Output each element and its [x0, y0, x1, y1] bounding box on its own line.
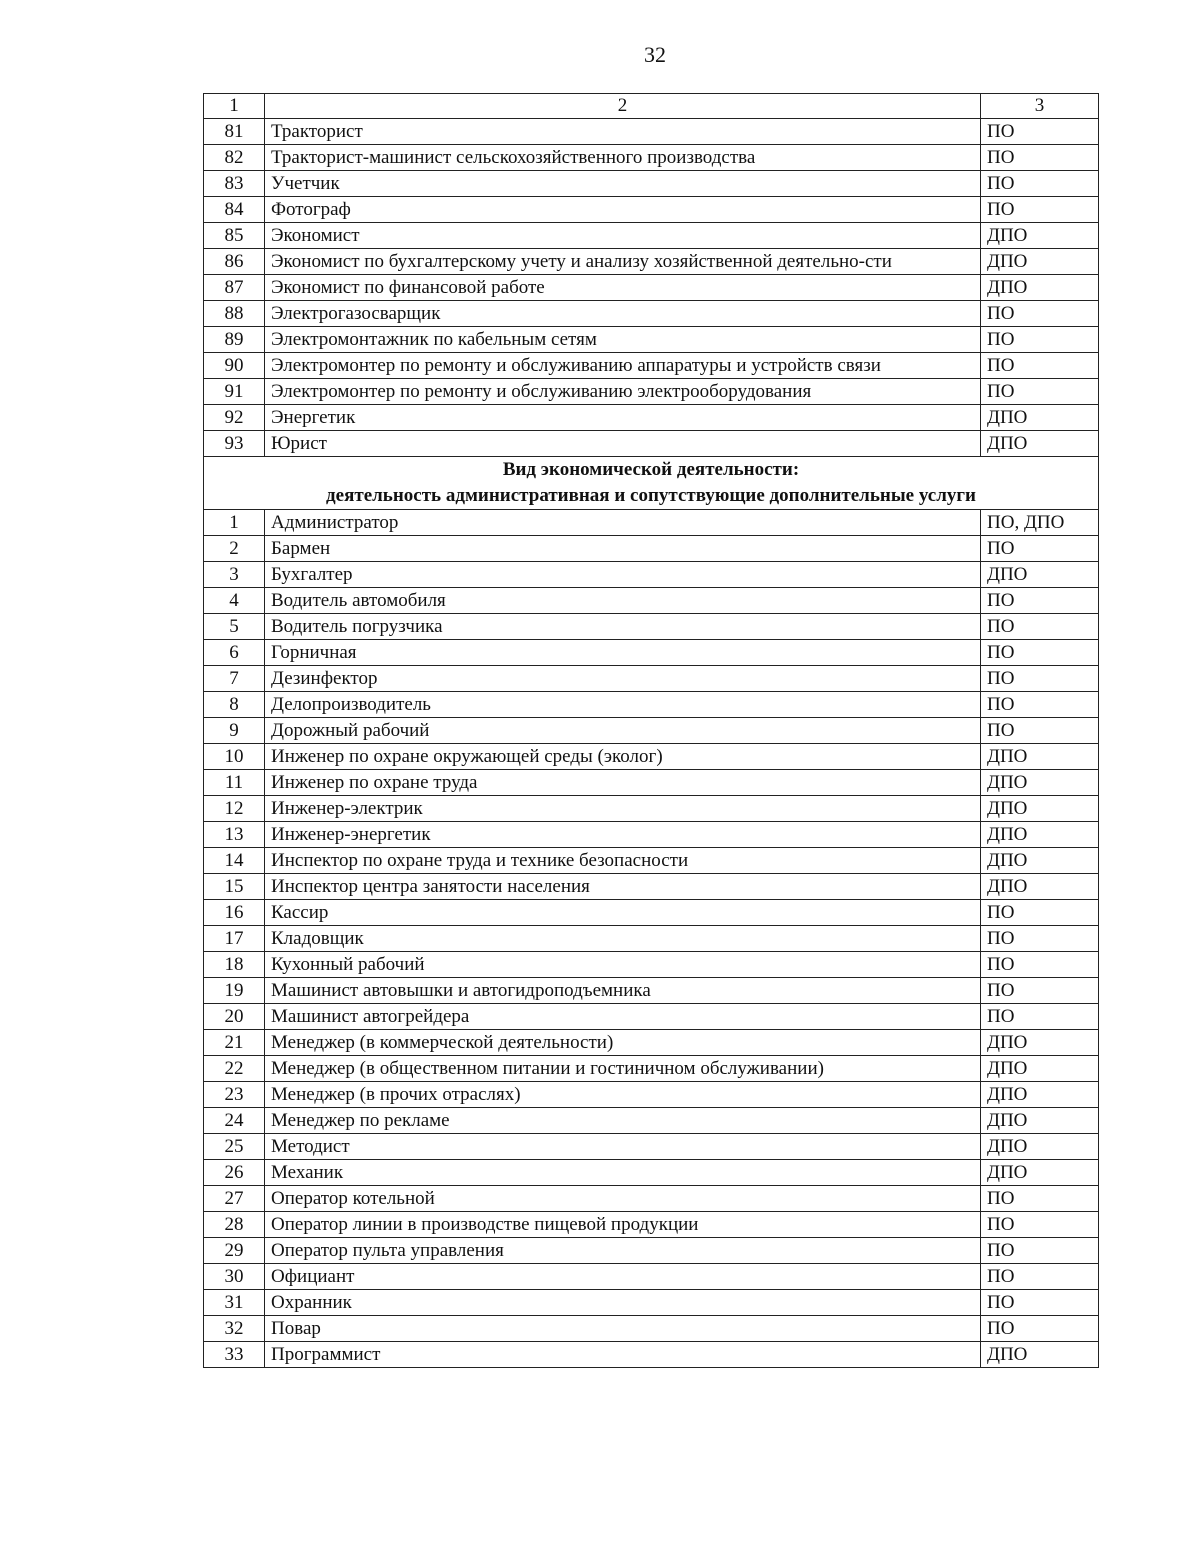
table-row [204, 223, 1099, 249]
table-row [204, 1342, 1099, 1368]
column-header-education-type: 3 [981, 94, 1099, 119]
education-type: ДПО [981, 1030, 1099, 1056]
profession-name: Машинист автогрейдера [265, 1004, 981, 1030]
education-type: ПО [981, 1004, 1099, 1030]
education-type: ПО [981, 379, 1099, 405]
profession-name: Методист [265, 1134, 981, 1160]
education-type: ДПО [981, 562, 1099, 588]
row-number: 3 [204, 562, 265, 588]
table-row [204, 275, 1099, 301]
education-type: ПО [981, 614, 1099, 640]
table-row [204, 1212, 1099, 1238]
row-number: 23 [204, 1082, 265, 1108]
education-type: ПО [981, 1316, 1099, 1342]
education-type: ДПО [981, 848, 1099, 874]
table-row [204, 353, 1099, 379]
row-number: 29 [204, 1238, 265, 1264]
row-number: 88 [204, 301, 265, 327]
profession-name: Программист [265, 1342, 981, 1368]
education-type: ПО [981, 666, 1099, 692]
row-number: 6 [204, 640, 265, 666]
table-row [204, 588, 1099, 614]
education-type: ПО [981, 692, 1099, 718]
table-body [204, 94, 1099, 1368]
table-row [204, 197, 1099, 223]
education-type: ПО [981, 145, 1099, 171]
row-number: 22 [204, 1056, 265, 1082]
section-heading [204, 457, 1099, 510]
profession-name: Официант [265, 1264, 981, 1290]
row-number: 16 [204, 900, 265, 926]
education-type: ПО [981, 718, 1099, 744]
table-row [204, 848, 1099, 874]
education-type: ДПО [981, 1108, 1099, 1134]
row-number: 33 [204, 1342, 265, 1368]
education-type: ДПО [981, 796, 1099, 822]
row-number: 25 [204, 1134, 265, 1160]
row-number: 85 [204, 223, 265, 249]
table-row [204, 536, 1099, 562]
page-number: 32 [644, 42, 666, 67]
table-row [204, 1264, 1099, 1290]
education-type: ПО [981, 588, 1099, 614]
profession-name: Оператор линии в производстве пищевой продукции [265, 1212, 981, 1238]
education-type: ПО, ДПО [981, 510, 1099, 536]
column-header-profession: 2 [265, 94, 981, 119]
row-number: 30 [204, 1264, 265, 1290]
table-row [204, 249, 1099, 275]
education-type: ДПО [981, 1082, 1099, 1108]
profession-name: Тракторист-машинист сельскохозяйственного производства [265, 145, 981, 171]
profession-name: Инженер по охране труда [265, 770, 981, 796]
table-row [204, 301, 1099, 327]
profession-name: Кладовщик [265, 926, 981, 952]
row-number: 10 [204, 744, 265, 770]
row-number: 18 [204, 952, 265, 978]
table-row [204, 1186, 1099, 1212]
row-number: 7 [204, 666, 265, 692]
profession-name: Фотограф [265, 197, 981, 223]
education-type: ПО [981, 900, 1099, 926]
education-type: ПО [981, 952, 1099, 978]
table-row [204, 640, 1099, 666]
row-number: 26 [204, 1160, 265, 1186]
profession-name: Дезинфектор [265, 666, 981, 692]
table-row [204, 119, 1099, 145]
table-header-row [204, 94, 1099, 119]
profession-name: Бухгалтер [265, 562, 981, 588]
row-number: 31 [204, 1290, 265, 1316]
profession-name: Менеджер (в общественном питании и гостиничном обслуживании) [265, 1056, 981, 1082]
table-row [204, 1238, 1099, 1264]
row-number: 15 [204, 874, 265, 900]
section-heading-line1: Вид экономической деятельности: [502, 459, 800, 480]
table-row [204, 405, 1099, 431]
education-type: ПО [981, 1238, 1099, 1264]
table-row [204, 1108, 1099, 1134]
table-row [204, 145, 1099, 171]
profession-name: Оператор пульта управления [265, 1238, 981, 1264]
table-row [204, 1082, 1099, 1108]
profession-name: Делопроизводитель [265, 692, 981, 718]
row-number: 9 [204, 718, 265, 744]
education-type: ПО [981, 301, 1099, 327]
table-row [204, 718, 1099, 744]
profession-name: Инженер-электрик [265, 796, 981, 822]
table-row [204, 1056, 1099, 1082]
row-number: 12 [204, 796, 265, 822]
row-number: 8 [204, 692, 265, 718]
education-type: ПО [981, 197, 1099, 223]
profession-name: Дорожный рабочий [265, 718, 981, 744]
table-row [204, 666, 1099, 692]
table-row [204, 327, 1099, 353]
education-type: ПО [981, 640, 1099, 666]
row-number: 21 [204, 1030, 265, 1056]
profession-name: Менеджер по рекламе [265, 1108, 981, 1134]
row-number: 89 [204, 327, 265, 353]
education-type: ДПО [981, 223, 1099, 249]
profession-name: Горничная [265, 640, 981, 666]
table-row [204, 171, 1099, 197]
education-type: ПО [981, 978, 1099, 1004]
education-type: ДПО [981, 1134, 1099, 1160]
education-type: ПО [981, 1212, 1099, 1238]
profession-name: Водитель погрузчика [265, 614, 981, 640]
column-header-number: 1 [204, 94, 265, 119]
row-number: 28 [204, 1212, 265, 1238]
row-number: 27 [204, 1186, 265, 1212]
education-type: ДПО [981, 249, 1099, 275]
table-row [204, 978, 1099, 1004]
row-number: 5 [204, 614, 265, 640]
row-number: 83 [204, 171, 265, 197]
table-row [204, 692, 1099, 718]
profession-name: Менеджер (в коммерческой деятельности) [265, 1030, 981, 1056]
education-type: ПО [981, 1264, 1099, 1290]
row-number: 92 [204, 405, 265, 431]
education-type: ДПО [981, 275, 1099, 301]
table-row [204, 1160, 1099, 1186]
table-row [204, 926, 1099, 952]
row-number: 20 [204, 1004, 265, 1030]
profession-name: Бармен [265, 536, 981, 562]
education-type: ПО [981, 119, 1099, 145]
table-row [204, 1030, 1099, 1056]
row-number: 17 [204, 926, 265, 952]
education-type: ДПО [981, 770, 1099, 796]
row-number: 14 [204, 848, 265, 874]
table-row [204, 1004, 1099, 1030]
profession-name: Инженер-энергетик [265, 822, 981, 848]
education-type: ПО [981, 1290, 1099, 1316]
table-row [204, 431, 1099, 457]
education-type: ДПО [981, 1342, 1099, 1368]
education-type: ДПО [981, 1056, 1099, 1082]
profession-name: Электрогазосварщик [265, 301, 981, 327]
profession-name: Повар [265, 1316, 981, 1342]
row-number: 11 [204, 770, 265, 796]
profession-name: Оператор котельной [265, 1186, 981, 1212]
profession-name: Механик [265, 1160, 981, 1186]
education-type: ДПО [981, 822, 1099, 848]
table-row [204, 510, 1099, 536]
profession-name: Водитель автомобиля [265, 588, 981, 614]
table-row [204, 614, 1099, 640]
table-row [204, 796, 1099, 822]
row-number: 13 [204, 822, 265, 848]
table-row [204, 1290, 1099, 1316]
profession-name: Инспектор по охране труда и технике безопасности [265, 848, 981, 874]
table-row [204, 1134, 1099, 1160]
education-type: ПО [981, 1186, 1099, 1212]
profession-name: Машинист автовышки и автогидроподъемника [265, 978, 981, 1004]
profession-name: Юрист [265, 431, 981, 457]
table-row [204, 822, 1099, 848]
profession-name: Электромонтер по ремонту и обслуживанию аппаратуры и устройств связи [265, 353, 981, 379]
row-number: 1 [204, 510, 265, 536]
profession-name: Кассир [265, 900, 981, 926]
education-type: ДПО [981, 431, 1099, 457]
education-type: ПО [981, 353, 1099, 379]
education-type: ПО [981, 171, 1099, 197]
table-row [204, 744, 1099, 770]
row-number: 24 [204, 1108, 265, 1134]
row-number: 4 [204, 588, 265, 614]
table-row [204, 770, 1099, 796]
row-number: 86 [204, 249, 265, 275]
table-row [204, 900, 1099, 926]
profession-name: Тракторист [265, 119, 981, 145]
profession-name: Экономист по финансовой работе [265, 275, 981, 301]
row-number: 32 [204, 1316, 265, 1342]
table-row [204, 562, 1099, 588]
row-number: 84 [204, 197, 265, 223]
profession-name: Менеджер (в прочих отраслях) [265, 1082, 981, 1108]
table-row [204, 874, 1099, 900]
profession-name: Экономист по бухгалтерскому учету и анализу хозяйственной деятельно-сти [265, 249, 981, 275]
profession-name: Учетчик [265, 171, 981, 197]
professions-table [203, 93, 1099, 1368]
profession-name: Инженер по охране окружающей среды (эколог) [265, 744, 981, 770]
row-number: 93 [204, 431, 265, 457]
table-row [204, 952, 1099, 978]
education-type: ПО [981, 926, 1099, 952]
profession-name: Электромонтер по ремонту и обслуживанию электрооборудования [265, 379, 981, 405]
row-number: 87 [204, 275, 265, 301]
profession-name: Администратор [265, 510, 981, 536]
row-number: 81 [204, 119, 265, 145]
table-row [204, 1316, 1099, 1342]
row-number: 19 [204, 978, 265, 1004]
profession-name: Инспектор центра занятости населения [265, 874, 981, 900]
row-number: 82 [204, 145, 265, 171]
profession-name: Электромонтажник по кабельным сетям [265, 327, 981, 353]
section-heading-row [204, 457, 1099, 510]
education-type: ПО [981, 536, 1099, 562]
profession-name: Охранник [265, 1290, 981, 1316]
education-type: ДПО [981, 874, 1099, 900]
section-heading-line2: деятельность административная и сопутствующие дополнительные услуги [326, 485, 976, 506]
profession-name: Экономист [265, 223, 981, 249]
profession-name: Кухонный рабочий [265, 952, 981, 978]
education-type: ДПО [981, 405, 1099, 431]
row-number: 90 [204, 353, 265, 379]
row-number: 2 [204, 536, 265, 562]
row-number: 91 [204, 379, 265, 405]
profession-name: Энергетик [265, 405, 981, 431]
table-row [204, 379, 1099, 405]
education-type: ДПО [981, 744, 1099, 770]
education-type: ПО [981, 327, 1099, 353]
education-type: ДПО [981, 1160, 1099, 1186]
